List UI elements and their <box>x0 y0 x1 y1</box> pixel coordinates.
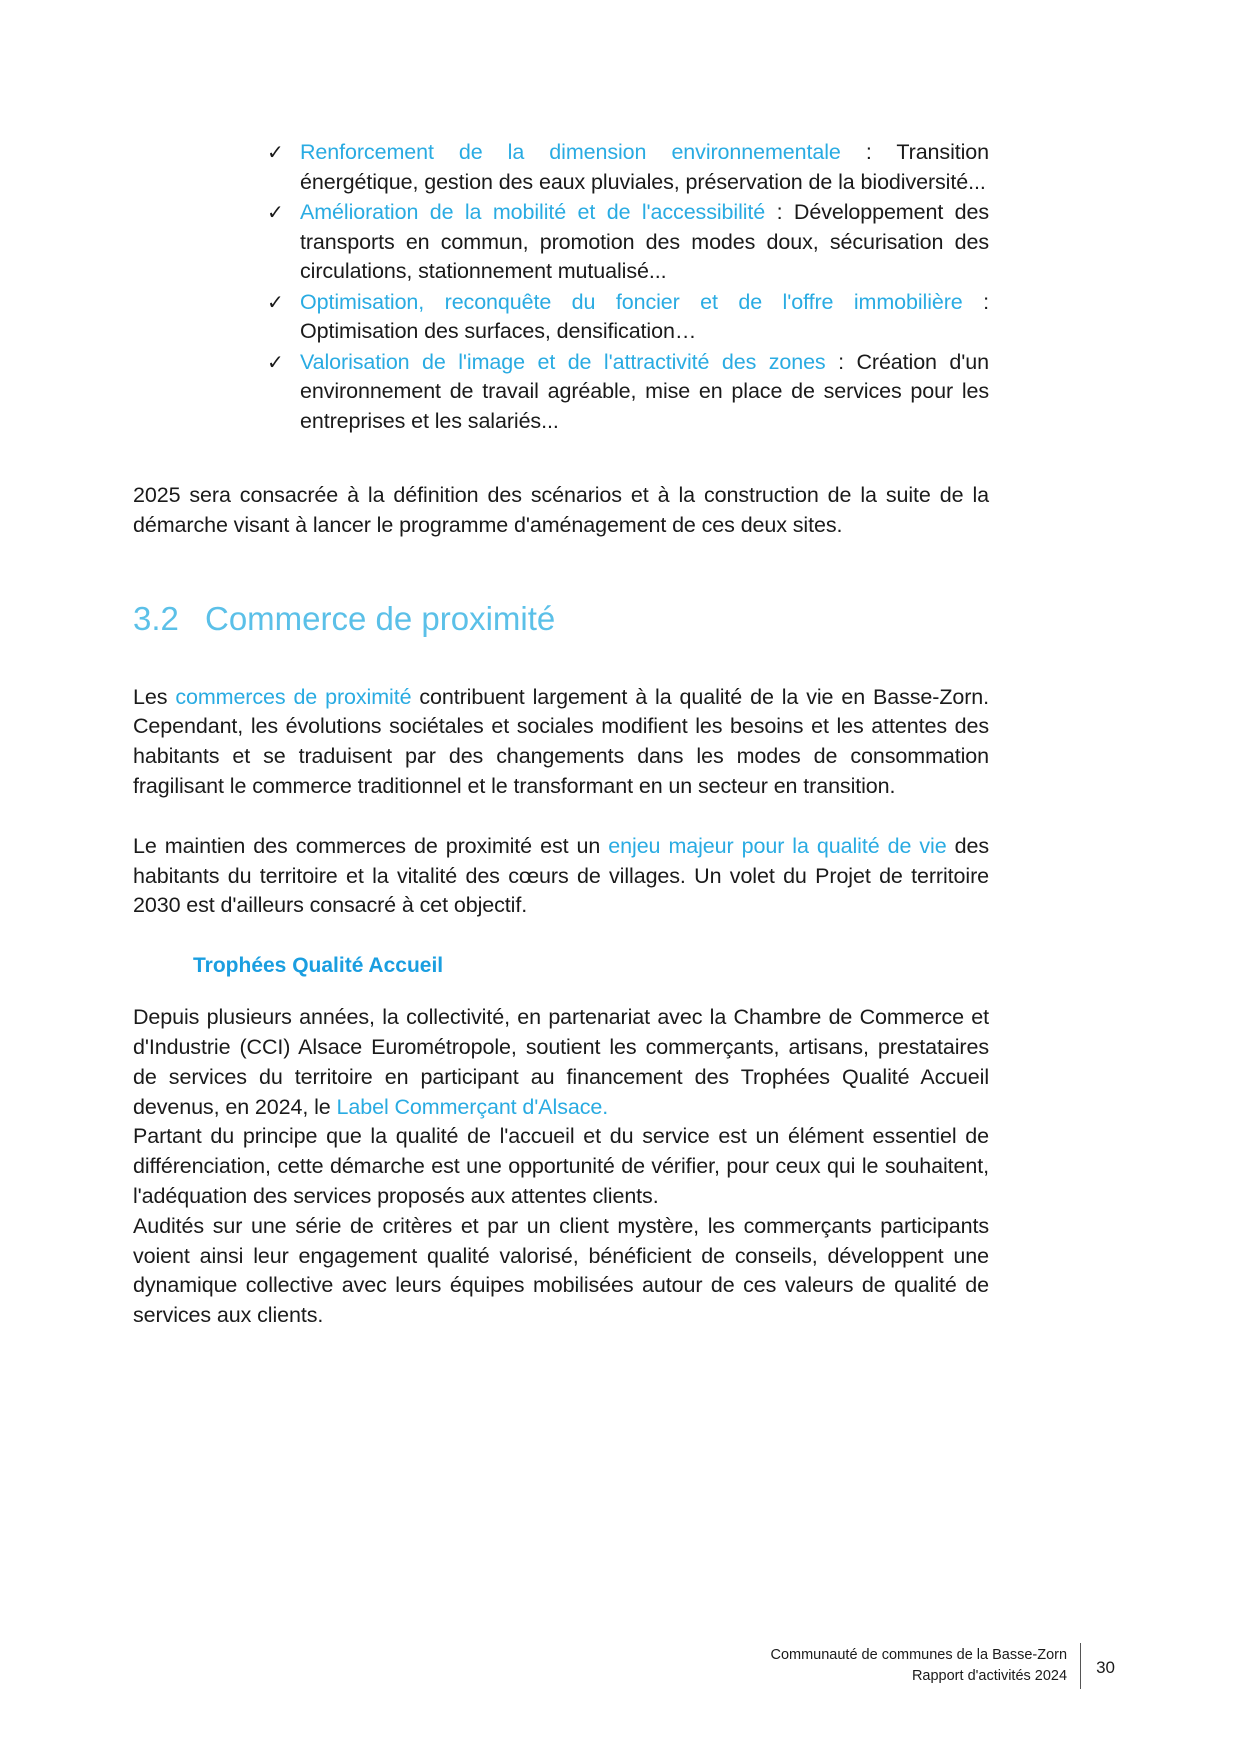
spacer <box>133 802 989 832</box>
list-item-text <box>300 288 989 347</box>
paragraph-text-part: Les <box>133 684 176 709</box>
highlight-commerces-de-proximite: commerces de proximité <box>175 684 412 709</box>
list-item-lead: Optimisation, reconquête du foncier et de l'offre immobilière <box>300 289 963 314</box>
page-content <box>133 138 989 1331</box>
list-item-body: Transition énergétique, gestion des eaux pluviales, préservation de la biodiversité... <box>300 140 990 194</box>
list-item-lead: Renforcement de la dimension environnementale <box>300 140 841 164</box>
list-item-body: Optimisation des surfaces, densification… <box>300 319 697 343</box>
footer-inner <box>770 1643 1115 1689</box>
list-item-text <box>300 138 989 197</box>
list-item-separator: : <box>765 200 794 224</box>
spacer <box>133 541 989 599</box>
list-item-body: Création d'un environnement de travail agréable, mise en place de services pour les entreprises et les salariés... <box>300 349 989 433</box>
paragraph-text-part: contribuent largement à la qualité de la vie en Basse-Zorn. Cependant, les évolutions sociétales et sociales modifient les besoins et les attentes des habitants et se traduisent par des changements dans les modes de consommation fragilisant le commerce traditionnel et le transformant en un secteur en transition. <box>133 684 990 798</box>
list-item <box>133 288 989 347</box>
paragraph-text-part: Le maintien des commerces de proximité est un <box>133 833 609 858</box>
page-number: 30 <box>1096 1657 1115 1677</box>
list-item-separator: : <box>840 140 897 164</box>
highlight-enjeu-majeur: enjeu majeur pour la qualité de vie <box>608 833 947 858</box>
checkmark-icon: ✓ <box>267 351 284 374</box>
subheading-trophees-qualite-accueil: Trophées Qualité Accueil <box>193 954 444 978</box>
footer-document-title: Rapport d'activités 2024 <box>911 1668 1068 1684</box>
section-title: Commerce de proximité <box>205 599 556 637</box>
checkmark-icon: ✓ <box>267 142 284 164</box>
objectives-bullet-list <box>133 138 989 436</box>
list-item-text <box>300 198 989 287</box>
spacer <box>133 981 989 1003</box>
paragraph-text-part: Depuis plusieurs années, la collectivité, en partenariat avec la Chambre de Commerce et d'Industrie (CCI) Alsace Eurométropole, soutient les commerçants, artisans, prestataires de services du territoire en participant au financement des Trophées Qualité Accueil devenus, en 2024, le <box>133 1005 989 1119</box>
list-item <box>133 198 989 287</box>
list-item <box>133 348 989 437</box>
paragraph-depuis-plusieurs-annees <box>133 1003 989 1122</box>
section-heading <box>133 599 989 639</box>
footer-text <box>770 1645 1080 1687</box>
list-item <box>133 138 989 197</box>
list-item-lead: Valorisation de l'image et de l'attractivité des zones <box>300 349 826 374</box>
list-item-body: Développement des transports en commun, promotion des modes doux, sécurisation des circulations, stationnement mutualisé... <box>300 200 989 283</box>
checkmark-icon: ✓ <box>267 202 284 224</box>
paragraph-text-part: des habitants du territoire et la vitalité des cœurs de villages. Un volet du Projet de territoire 2030 est d'ailleurs consacré à cet objectif. <box>133 833 989 918</box>
page-footer <box>0 1643 1240 1703</box>
spacer <box>133 437 989 481</box>
footer-organisation: Communauté de communes de la Basse-Zorn <box>770 1647 1068 1663</box>
list-item-lead: Amélioration de la mobilité et de l'accessibilité <box>300 200 766 224</box>
section-number: 3.2 <box>133 599 179 637</box>
list-item-separator: : <box>825 349 857 374</box>
paragraph-maintien-commerces <box>133 832 989 921</box>
spacer <box>133 921 989 951</box>
paragraph-2025: 2025 sera consacrée à la définition des scénarios et à la construction de la suite de la démarche visant à lancer le programme d'aménagement de ces deux sites. <box>133 483 989 537</box>
paragraph-partant-du-principe: Partant du principe que la qualité de l'accueil et du service est un élément essentiel de différenciation, cette démarche est une opportunité de vérifier, pour ceux qui le souhaitent, l'adéquation des services proposés aux attentes clients. <box>133 1124 989 1208</box>
highlight-label-commercant-alsace: Label Commerçant d'Alsace. <box>336 1094 609 1119</box>
list-item-text <box>300 348 989 437</box>
list-item-separator: : <box>962 289 989 314</box>
spacer <box>133 639 989 683</box>
checkmark-icon: ✓ <box>267 291 284 314</box>
paragraph-audites: Audités sur une série de critères et par un client mystère, les commerçants participants voient ainsi leur engagement qualité valorisé, bénéficient de conseils, développent une dynamique collective avec leurs équipes mobilisées autour de ces valeurs de qualité de services aux clients. <box>133 1213 989 1328</box>
paragraph-commerces-proximite <box>133 683 989 802</box>
